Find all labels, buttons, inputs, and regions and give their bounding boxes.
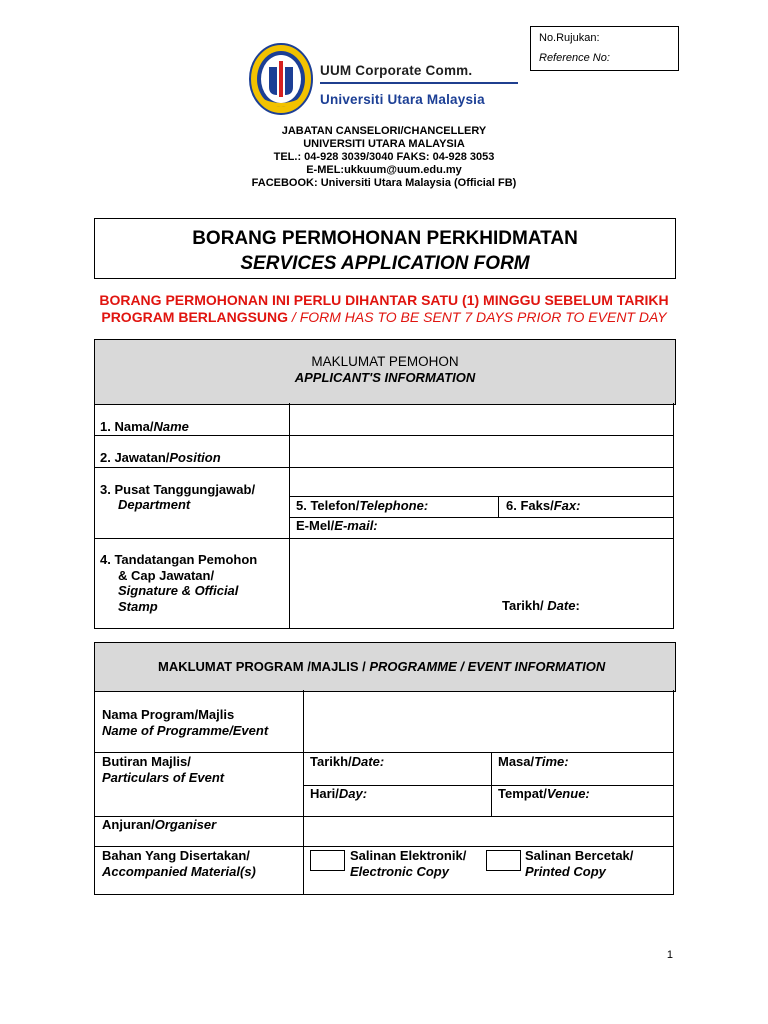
address-line: TEL.: 04-928 3039/3040 FAKS: 04-928 3053 xyxy=(273,151,495,163)
notice-en: / FORM HAS TO BE SENT 7 DAYS PRIOR TO EVENT DAY xyxy=(288,309,667,325)
applicant-section-header xyxy=(94,339,676,405)
department-label-en: Department xyxy=(118,497,191,512)
name-input[interactable] xyxy=(290,404,673,435)
tel-fax-divider xyxy=(498,496,499,517)
programme-name-input[interactable] xyxy=(304,691,673,752)
submission-notice xyxy=(0,292,768,326)
particulars-label: Butiran Majlis/ Particulars of Event xyxy=(102,754,225,785)
uum-logo xyxy=(249,43,313,115)
sign-date-label: Tarikh/ Date: xyxy=(502,598,580,613)
row-divider xyxy=(94,846,674,847)
signature-label: 4. Tandatangan Pemohon & Cap Jawatan/ Signature & Official Stamp xyxy=(100,552,258,614)
address-line: FACEBOOK: Universiti Utara Malaysia (Official FB) xyxy=(251,177,517,189)
form-title-box xyxy=(94,218,676,279)
organiser-input[interactable] xyxy=(304,817,673,846)
event-section-header xyxy=(94,642,676,692)
reference-box xyxy=(530,26,679,71)
row-divider xyxy=(94,752,674,753)
department-input[interactable] xyxy=(290,468,673,496)
materials-label: Bahan Yang Disertakan/ Accompanied Material(s) xyxy=(102,848,256,879)
applicant-heading-en: APPLICANT'S INFORMATION xyxy=(294,370,476,385)
email-label: E-Mel/E-mail: xyxy=(296,518,378,533)
page-number: 1 xyxy=(666,949,673,961)
event-venue-label: Tempat/Venue: xyxy=(498,786,590,801)
telephone-label: 5. Telefon/Telephone: xyxy=(296,498,429,513)
applicant-heading-ms: MAKLUMAT PEMOHON xyxy=(311,354,459,369)
reference-label-en: Reference No: xyxy=(539,52,610,64)
department-label: 3. Pusat Tanggungjawab/ xyxy=(100,482,256,497)
address-line: E-MEL:ukkuum@uum.edu.my xyxy=(306,164,462,176)
form-title-en: SERVICES APPLICATION FORM xyxy=(240,253,530,274)
event-time-label: Masa/Time: xyxy=(498,754,569,769)
programme-name-label: Nama Program/Majlis Name of Programme/Event xyxy=(102,707,269,738)
organiser-label: Anjuran/Organiser xyxy=(102,817,217,832)
notice-line1: BORANG PERMOHONAN INI PERLU DIHANTAR SATU (1) MINGGU SEBELUM TARIKH xyxy=(99,292,669,308)
reference-label: No.Rujukan: xyxy=(539,32,600,44)
fax-label: 6. Faks/Fax: xyxy=(506,498,581,513)
printed-copy-checkbox[interactable] xyxy=(486,850,521,871)
event-day-label: Hari/Day: xyxy=(310,786,368,801)
address-line: UNIVERSITI UTARA MALAYSIA xyxy=(303,138,465,150)
printed-copy-label: Salinan Bercetak/ Printed Copy xyxy=(525,848,634,879)
notice-ms: PROGRAM BERLANGSUNG xyxy=(101,309,289,325)
signature-area[interactable] xyxy=(290,539,673,628)
row-divider xyxy=(289,496,674,497)
event-heading: MAKLUMAT PROGRAM /MAJLIS / PROGRAMME / EVENT INFORMATION xyxy=(158,659,606,674)
date-time-divider xyxy=(491,752,492,816)
electronic-copy-checkbox[interactable] xyxy=(310,850,345,871)
notice-line2 xyxy=(0,309,768,326)
position-input[interactable] xyxy=(290,436,673,467)
electronic-copy-label: Salinan Elektronik/ Electronic Copy xyxy=(350,848,467,879)
position-label: 2. Jawatan/Position xyxy=(100,450,221,465)
form-title-ms: BORANG PERMOHONAN PERKHIDMATAN xyxy=(192,228,578,249)
brand-corporate: UUM Corporate Comm. xyxy=(320,63,473,78)
address-line: JABATAN CANSELORI/CHANCELLERY xyxy=(281,125,487,137)
brand-university: Universiti Utara Malaysia xyxy=(320,92,485,107)
event-date-label: Tarikh/Date: xyxy=(310,754,385,769)
name-label: 1. Nama/Name xyxy=(100,419,189,434)
brand-divider xyxy=(320,82,518,84)
address-block xyxy=(0,125,768,190)
